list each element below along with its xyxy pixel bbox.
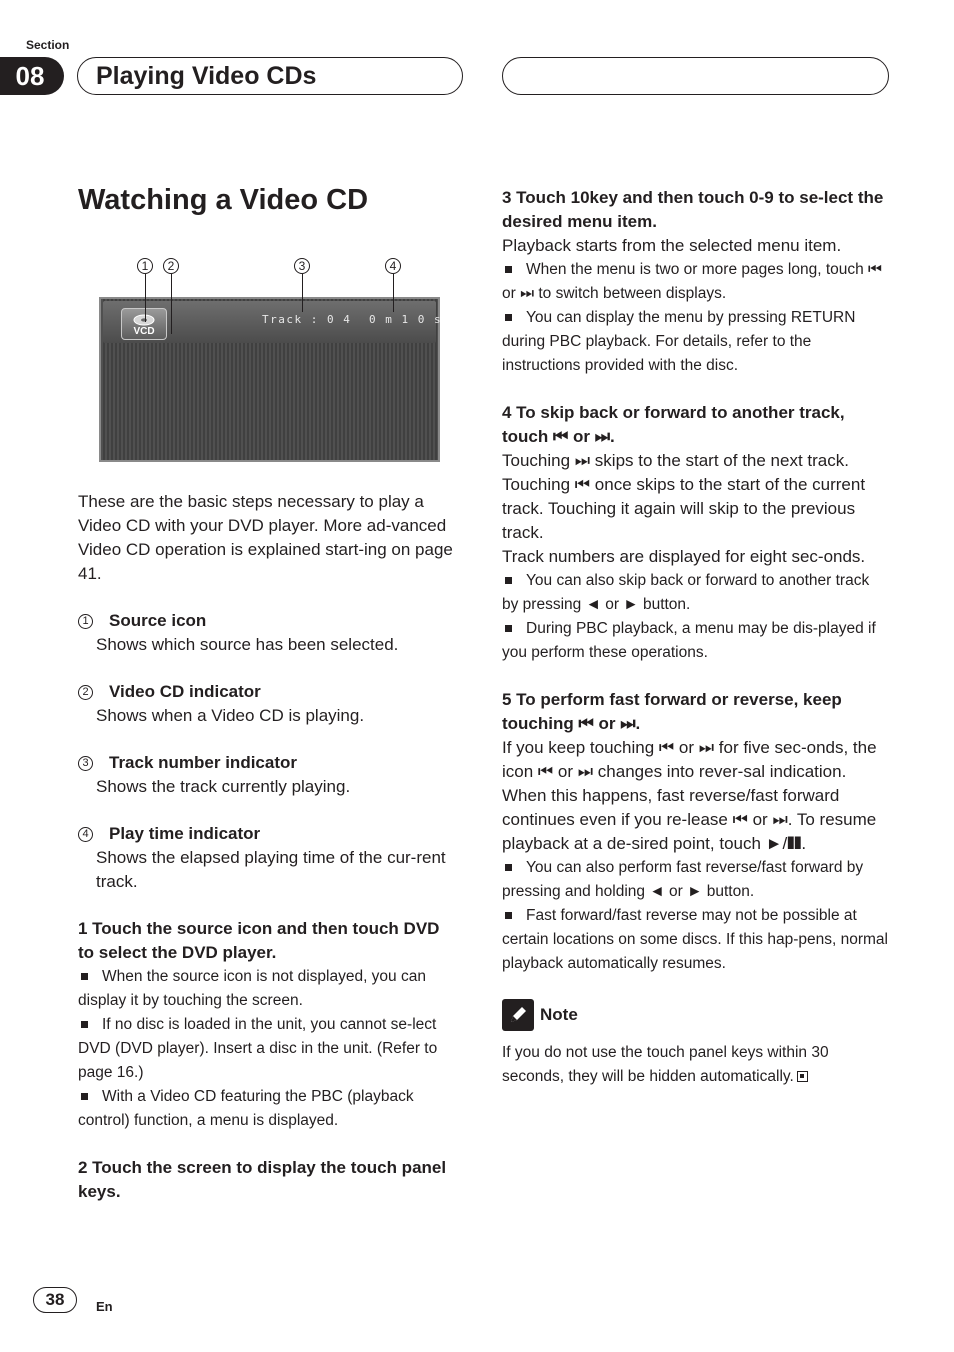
- legend-item-source-icon: [78, 609, 456, 657]
- disc-icon: [133, 314, 155, 326]
- right-column: [502, 186, 888, 1089]
- leader-line-1: [145, 274, 146, 322]
- step-5-title: 5 To perform fast forward or reverse, keep touching ⏮ or ⏭.: [502, 690, 842, 733]
- vcd-source-icon: [121, 308, 167, 340]
- callout-2: 2: [163, 258, 179, 274]
- bullet-text: When the source icon is not displayed, you can display it by touching the screen.: [78, 968, 426, 1009]
- bullet-square-icon: [505, 266, 512, 273]
- step-4-bullet: [502, 569, 888, 617]
- callout-4: 4: [385, 258, 401, 274]
- bullet-square-icon: [505, 912, 512, 919]
- legend-item-track-number: [78, 751, 456, 799]
- legend-number: 4: [78, 827, 93, 842]
- bullet-square-icon: [81, 1021, 88, 1028]
- legend-description: Shows the track currently playing.: [96, 777, 351, 796]
- step-3-body: Playback starts from the selected menu item.: [502, 236, 842, 255]
- legend-number: 2: [78, 685, 93, 700]
- bullet-square-icon: [505, 577, 512, 584]
- legend-item-play-time: [78, 822, 456, 894]
- legend-description: Shows when a Video CD is playing.: [96, 706, 365, 725]
- bullet-square-icon: [505, 625, 512, 632]
- intro-paragraph: These are the basic steps necessary to play a Video CD with your DVD player. More ad-vanced Video CD operation is explained start-ing on page 41.: [78, 492, 453, 583]
- note-header: [502, 999, 888, 1031]
- left-column: [78, 490, 456, 1204]
- step-1-bullet: [78, 965, 456, 1013]
- step-4-body-2: Track numbers are displayed for eight sec-onds.: [502, 547, 866, 566]
- language-label: En: [96, 1299, 113, 1314]
- leader-line-3: [302, 274, 303, 312]
- pencil-note-icon: [502, 999, 534, 1031]
- pencil-icon: [507, 1004, 529, 1026]
- bullet-square-icon: [505, 864, 512, 871]
- step-5-body: If you keep touching ⏮ or ⏭ for five sec-onds, the icon ⏮ or ⏭ changes into rever-sal indication. When this happens, fast reverse/fast forward continues even if you re-lease ⏮ or ⏭. To resume playback at a de-sired point, touch ►/❚❚.: [502, 738, 877, 853]
- step-5-bullet: [502, 904, 888, 976]
- chapter-title-text: Playing Video CDs: [96, 61, 317, 90]
- bullet-text: Fast forward/fast reverse may not be possible at certain locations on some discs. If this hap-pens, normal playback automatically resumes.: [502, 907, 888, 972]
- legend-description: Shows which source has been selected.: [96, 635, 399, 654]
- legend-title: Track number indicator: [109, 753, 297, 772]
- step-3-bullet: [502, 306, 888, 378]
- page-number: 38: [33, 1287, 77, 1313]
- bullet-text: If no disc is loaded in the unit, you cannot se-lect DVD (DVD player). Insert a disc in the unit. (Refer to page 16.): [78, 1016, 438, 1081]
- callout-3: 3: [294, 258, 310, 274]
- step-1-bullet: [78, 1013, 456, 1085]
- header-right-pill: [502, 57, 889, 95]
- bullet-text: During PBC playback, a menu may be dis-played if you perform these operations.: [502, 620, 876, 661]
- note-label: Note: [540, 1005, 578, 1024]
- legend-title: Video CD indicator: [109, 682, 261, 701]
- step-2-title: 2 Touch the screen to display the touch panel keys.: [78, 1158, 447, 1201]
- page-heading: Watching a Video CD: [78, 184, 369, 216]
- step-4-bullet: [502, 617, 888, 665]
- step-4-body-1: Touching ⏭ skips to the start of the next track. Touching ⏮ once skips to the start of the current track. Touching it again will skip to the previous track.: [502, 451, 866, 542]
- bullet-square-icon: [505, 314, 512, 321]
- legend-item-video-cd: [78, 680, 456, 728]
- bullet-text: With a Video CD featuring the PBC (playback control) function, a menu is displayed.: [78, 1088, 414, 1129]
- track-number-display: Track : 0 4: [262, 313, 352, 326]
- bullet-text: You can also skip back or forward to another track by pressing ◄ or ► button.: [502, 572, 870, 613]
- legend-description: Shows the elapsed playing time of the cur-rent track.: [96, 848, 446, 891]
- legend-number: 3: [78, 756, 93, 771]
- step-1-title: 1 Touch the source icon and then touch DVD to select the DVD player.: [78, 919, 440, 962]
- bullet-square-icon: [81, 1093, 88, 1100]
- note-text: [502, 1041, 888, 1089]
- bullet-square-icon: [81, 973, 88, 980]
- end-mark-icon: [797, 1071, 808, 1082]
- bullet-text: When the menu is two or more pages long, touch ⏮ or ⏭ to switch between displays.: [502, 261, 882, 302]
- step-3-bullet: [502, 258, 888, 306]
- play-time-display: 0 m 1 0 s: [369, 313, 443, 326]
- legend-number: 1: [78, 614, 93, 629]
- vcd-indicator: VCD: [133, 326, 155, 337]
- section-number-badge: 08: [0, 57, 64, 95]
- legend-title: Source icon: [109, 611, 207, 630]
- callout-1: 1: [137, 258, 153, 274]
- chapter-title: [77, 57, 463, 95]
- step-4-title: 4 To skip back or forward to another track, touch ⏮ or ⏭.: [502, 403, 845, 446]
- step-5-bullet: [502, 856, 888, 904]
- bullet-text: You can display the menu by pressing RETURN during PBC playback. For details, refer to the instructions provided with the disc.: [502, 309, 856, 374]
- note-text-content: If you do not use the touch panel keys within 30 seconds, they will be hidden automatically.: [502, 1044, 829, 1085]
- step-1-bullet: [78, 1085, 456, 1133]
- step-3-title: 3 Touch 10key and then touch 0-9 to se-lect the desired menu item.: [502, 188, 884, 231]
- legend-title: Play time indicator: [109, 824, 261, 843]
- section-label: Section: [26, 38, 70, 52]
- leader-line-4: [393, 274, 394, 312]
- leader-line-2: [171, 274, 172, 334]
- bullet-text: You can also perform fast reverse/fast forward by pressing and holding ◄ or ► button.: [502, 859, 864, 900]
